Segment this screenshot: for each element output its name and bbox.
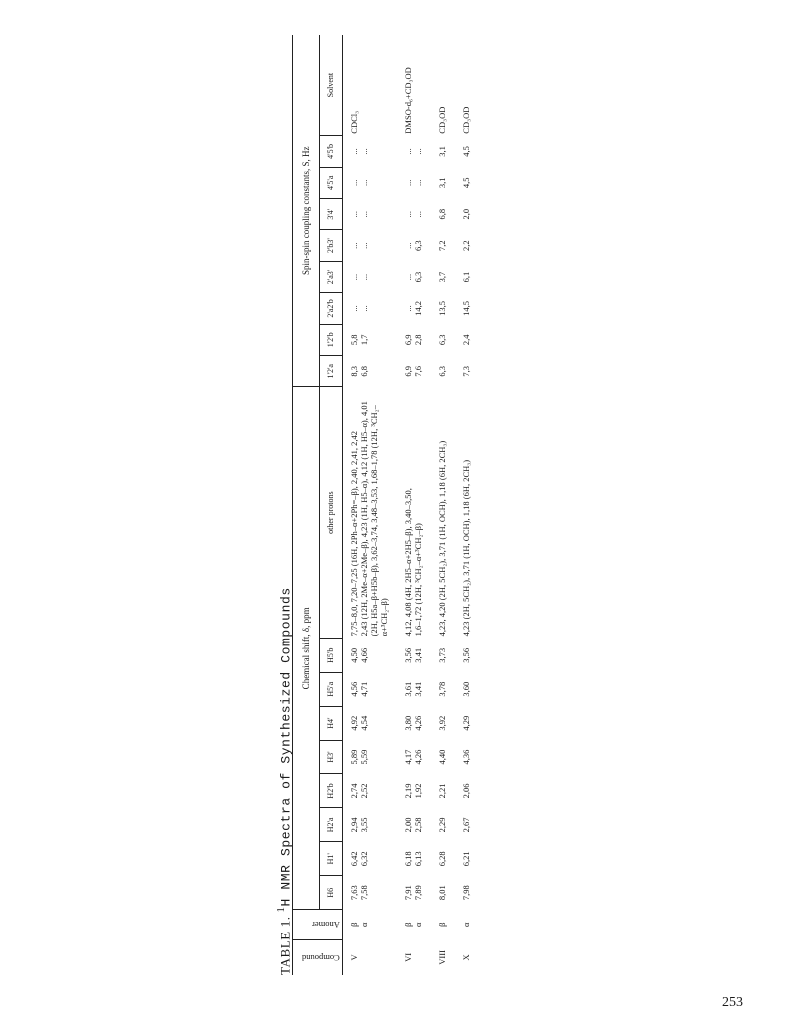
shift-cell: 4,26 xyxy=(413,749,423,765)
header-coupling-col: 1'2'a xyxy=(320,356,343,387)
shift-cell: 5,59 xyxy=(359,749,369,765)
shift-cell: 2,52 xyxy=(359,783,369,799)
shift-cell: 3,92 xyxy=(437,715,447,731)
coupling-cell: ... xyxy=(359,179,369,186)
solvent-cell xyxy=(359,35,389,136)
compound-cell: X xyxy=(461,954,471,961)
header-shift-col: H2'a xyxy=(320,808,343,842)
other-protons-cell: 7,75–8,0, 7,20–7,25 (16H, 2Ph–α+2Ph=–β), 2,40, 2,41, 2,42 xyxy=(349,430,359,637)
shift-cell: 3,56 xyxy=(403,647,413,663)
shift-cell: 3,73 xyxy=(437,647,447,663)
shift-cell: 4,17 xyxy=(403,749,413,765)
shift-cell: 4,92 xyxy=(349,715,359,731)
other-protons-cell: 4,12, 4,08 (4H, 2H5–α+2H5–β), 3,40–3,50, xyxy=(403,488,413,637)
header-coupling-col: 2'a3' xyxy=(320,261,343,292)
shift-cell: 4,50 xyxy=(349,647,359,663)
shift-cell: 4,29 xyxy=(461,715,471,731)
coupling-cell: 6,9 xyxy=(403,365,413,377)
shift-cell: 4,40 xyxy=(437,749,447,765)
shift-cell: 4,71 xyxy=(359,681,369,697)
header-coupling-col: 4'5'a xyxy=(320,167,343,198)
coupling-cell: ... xyxy=(413,179,423,186)
shift-cell: 7,63 xyxy=(349,885,359,901)
header-other-protons: other protons xyxy=(320,387,343,638)
header-shift-col: H1' xyxy=(320,842,343,876)
header-coupling-col: 1'2'b xyxy=(320,324,343,355)
coupling-cell: ... xyxy=(403,211,413,218)
shift-cell: 2,21 xyxy=(437,783,447,799)
header-coupling-col: 4'5'b xyxy=(320,136,343,167)
header-row-sub xyxy=(320,35,343,975)
header-shift-col: H5'b xyxy=(320,638,343,672)
shift-cell: 6,28 xyxy=(437,851,447,867)
coupling-cell: ... xyxy=(349,242,359,249)
table-title-prefix: TABLE 1. xyxy=(277,916,293,975)
shift-cell: 2,19 xyxy=(403,783,413,799)
coupling-cell: 4,5 xyxy=(461,177,471,189)
coupling-cell: 14,2 xyxy=(413,301,423,316)
coupling-cell: 6,9 xyxy=(403,334,413,346)
header-anomer: Anomer xyxy=(293,910,343,940)
anomer-cell: α xyxy=(461,922,471,927)
coupling-cell: 5,8 xyxy=(349,334,359,346)
nmr-table xyxy=(292,35,471,975)
solvent-cell: CD₃OD xyxy=(437,106,447,134)
anomer-cell: β xyxy=(349,922,359,927)
table-row xyxy=(461,35,471,975)
header-coupling-col: 3'4' xyxy=(320,199,343,230)
table-row xyxy=(359,35,389,975)
other-protons-cell: 1,6–1,72 (12H, ³CH₂–α+³CH₂–β) xyxy=(413,523,423,637)
coupling-cell: 3,1 xyxy=(437,146,447,157)
shift-cell: 3,41 xyxy=(413,681,423,697)
page-number: 253 xyxy=(722,995,743,1010)
header-shift-col: H2'b xyxy=(320,774,343,808)
shift-cell: 7,58 xyxy=(359,885,369,901)
shift-cell: 2,00 xyxy=(403,817,413,833)
shift-cell: 6,42 xyxy=(349,851,359,867)
shift-cell: 1,92 xyxy=(413,783,423,799)
coupling-cell: ... xyxy=(359,273,369,281)
anomer-cell: α xyxy=(413,922,423,927)
anomer-cell: β xyxy=(437,922,447,927)
coupling-cell: 3,1 xyxy=(437,177,447,189)
shift-cell: 3,55 xyxy=(359,817,369,833)
coupling-cell: 6,3 xyxy=(437,365,447,377)
shift-cell: 4,56 xyxy=(349,681,359,697)
coupling-cell: ... xyxy=(403,242,413,249)
compound-cell: VI xyxy=(403,952,413,962)
shift-cell: 7,98 xyxy=(461,885,471,901)
table-row xyxy=(403,35,413,975)
shift-cell: 6,13 xyxy=(413,851,423,867)
coupling-cell: 6,1 xyxy=(461,271,471,283)
table-row xyxy=(413,35,423,975)
coupling-cell: 8,3 xyxy=(349,365,359,377)
shift-cell: 3,56 xyxy=(461,647,471,663)
coupling-cell: 13,5 xyxy=(437,301,447,316)
header-compound: Compound xyxy=(293,940,343,975)
compound-cell: VIII xyxy=(437,950,447,965)
shift-cell: 3,41 xyxy=(413,647,423,663)
coupling-cell: ... xyxy=(403,179,413,186)
coupling-cell: ... xyxy=(359,148,369,155)
coupling-cell: ... xyxy=(359,211,369,218)
coupling-cell: ... xyxy=(349,305,359,312)
table-row xyxy=(437,35,447,975)
solvent-cell: CD₃OD xyxy=(461,106,471,134)
shift-cell: 5,89 xyxy=(349,749,359,765)
header-coupling-col: 2'a2'b xyxy=(320,293,343,324)
row-spacer xyxy=(423,35,437,975)
coupling-cell: ... xyxy=(349,211,359,218)
shift-cell: 4,66 xyxy=(359,647,369,663)
shift-cell: 6,18 xyxy=(403,851,413,867)
coupling-cell: 7,6 xyxy=(413,365,423,377)
shift-cell: 2,29 xyxy=(437,817,447,833)
coupling-cell: 6,3 xyxy=(413,240,423,251)
header-shift-col: H3' xyxy=(320,740,343,774)
spacer-cell xyxy=(447,35,461,975)
other-protons-cell: 4,23 (2H, 5CH₂), 3,71 (1H, OCH), 1,18 (6H, 2CH₃) xyxy=(461,459,471,637)
header-shift-col: H4' xyxy=(320,706,343,740)
row-spacer xyxy=(389,35,403,975)
other-protons-cell: 4,23, 4,20 (2H, 5CH₂), 3,71 (1H, OCH), 1,18 (6H, 2CH₃) xyxy=(437,440,447,637)
compound-cell xyxy=(359,940,389,975)
shift-cell: 3,61 xyxy=(403,681,413,697)
coupling-cell: ... xyxy=(403,305,413,312)
coupling-cell: ... xyxy=(413,148,423,155)
coupling-cell: 4,5 xyxy=(461,146,471,157)
coupling-cell: 2,4 xyxy=(461,334,471,346)
shift-cell: 4,36 xyxy=(461,749,471,765)
shift-cell: 8,01 xyxy=(437,885,447,901)
table-row xyxy=(343,35,360,975)
table-title-main: H NMR Spectra of Synthesized Compounds xyxy=(278,587,294,907)
compound-cell: V xyxy=(349,954,359,961)
other-protons-cell: 2,43 (12H, 2Me–α+2Me–β), 4,23 (1H, H5–α), 4,12 (1H, H5–α), 4,01 (2H, H5a–β+H5b–β), 3,62–3,74, 3,48–3,53, 1,68–1,78 (12H, ³CH₂–α+³CH₂–β) xyxy=(359,401,389,637)
coupling-cell: 6,3 xyxy=(413,271,423,283)
coupling-cell: ... xyxy=(359,242,369,249)
header-shift-col: H5'a xyxy=(320,672,343,706)
header-row-top xyxy=(293,35,320,975)
header-shift-col: H6 xyxy=(320,876,343,910)
coupling-cell: 14,5 xyxy=(461,301,471,316)
coupling-cell: ... xyxy=(403,148,413,155)
shift-cell: 3,80 xyxy=(403,715,413,731)
coupling-cell: 2,0 xyxy=(461,208,471,220)
coupling-cell: 7,2 xyxy=(437,240,447,251)
coupling-cell: 3,7 xyxy=(437,271,447,283)
header-chemical-shift: Chemical shift, δ, ppm xyxy=(293,387,320,910)
solvent-cell xyxy=(413,35,423,136)
table-body xyxy=(343,35,472,975)
coupling-cell: 6,8 xyxy=(437,208,447,220)
header-solvent: Solvent xyxy=(320,35,343,136)
shift-cell: 4,26 xyxy=(413,715,423,731)
spacer-cell xyxy=(389,35,403,975)
header-coupling-constants: Spin-spin coupling constants, S, Hz xyxy=(293,35,320,387)
shift-cell: 6,32 xyxy=(359,851,369,867)
spacer-cell xyxy=(423,35,437,975)
compound-cell xyxy=(413,940,423,975)
table-title-superscript: 1 xyxy=(275,906,287,913)
solvent-cell: CDCl₃ xyxy=(349,110,359,134)
coupling-cell: ... xyxy=(413,211,423,218)
rotated-table-region xyxy=(270,35,770,975)
coupling-cell: ... xyxy=(359,305,369,312)
anomer-cell: β xyxy=(403,922,413,927)
shift-cell: 7,91 xyxy=(403,885,413,901)
anomer-cell: α xyxy=(359,922,369,927)
coupling-cell: 7,3 xyxy=(461,365,471,377)
table-title xyxy=(270,587,292,975)
shift-cell: 2,94 xyxy=(349,817,359,833)
shift-cell: 2,58 xyxy=(413,817,423,833)
coupling-cell: ... xyxy=(349,273,359,281)
coupling-cell: 1,7 xyxy=(359,334,369,346)
coupling-cell: 2,2 xyxy=(461,240,471,251)
row-spacer xyxy=(447,35,461,975)
shift-cell: 6,21 xyxy=(461,851,471,867)
header-coupling-col: 2'b3' xyxy=(320,230,343,261)
shift-cell: 3,60 xyxy=(461,681,471,697)
shift-cell: 4,54 xyxy=(359,715,369,731)
coupling-cell: 2,8 xyxy=(413,334,423,346)
coupling-cell: 6,3 xyxy=(437,334,447,346)
shift-cell: 3,78 xyxy=(437,681,447,697)
shift-cell: 2,74 xyxy=(349,783,359,799)
shift-cell: 2,67 xyxy=(461,817,471,833)
coupling-cell: ... xyxy=(349,148,359,155)
coupling-cell: ... xyxy=(403,273,413,281)
shift-cell: 7,89 xyxy=(413,885,423,901)
coupling-cell: 6,8 xyxy=(359,365,369,377)
solvent-cell: DMSO-d₆+CD₃OD xyxy=(403,67,413,134)
shift-cell: 2,06 xyxy=(461,783,471,799)
coupling-cell: ... xyxy=(349,179,359,186)
